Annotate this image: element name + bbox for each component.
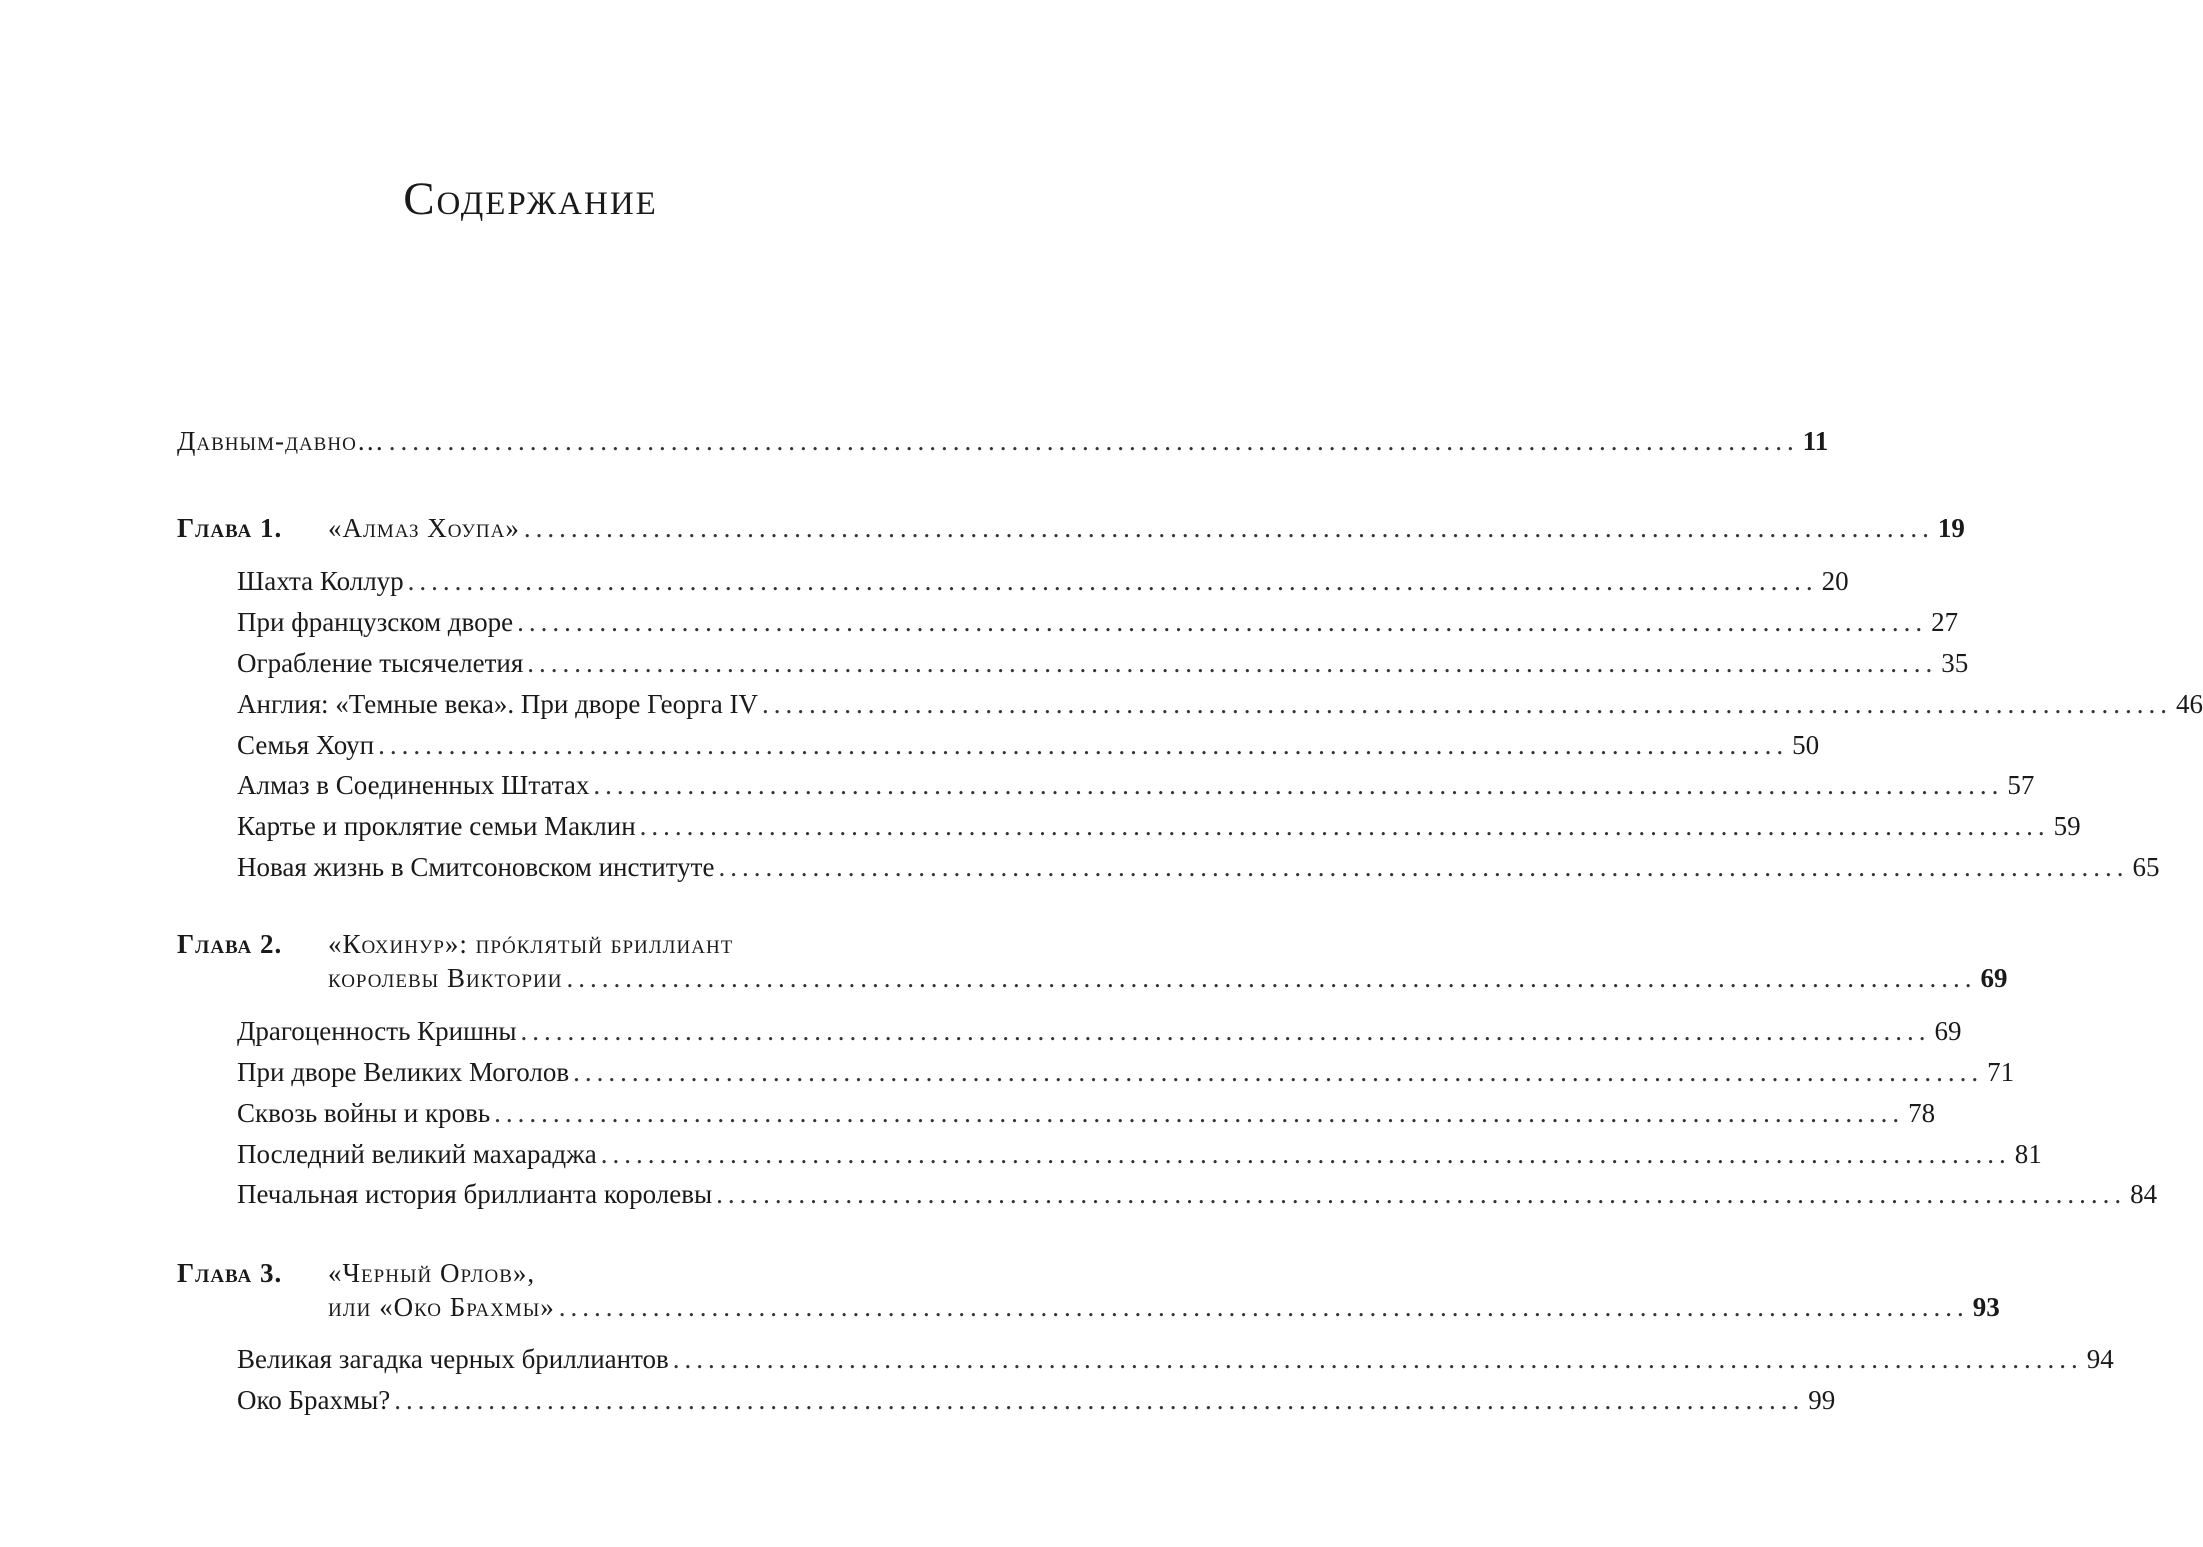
dot-leader: ........................................................................................................................ [718,852,2129,882]
toc-page-number: 99 [1808,1385,1836,1415]
toc-section-label: Шахта Коллур [237,566,404,596]
toc-page-number: 19 [1937,513,1965,543]
toc-section-label: Англия: «Темные века». При дворе Георга IV [237,689,758,719]
toc-page-number: 20 [1821,566,1849,596]
toc-section-2-3[interactable] [237,1097,1936,1129]
toc-section-1-2[interactable] [237,606,1959,638]
chapter-3-title-line-1[interactable]: «Черный Орлов», [328,1258,536,1288]
dot-leader: ........................................................................................................................ [600,1139,2011,1169]
toc-page-number: 81 [2014,1139,2042,1169]
toc-section-1-8[interactable] [237,851,2160,883]
toc-entry-prologue[interactable] [177,425,1829,457]
toc-page-number: 46 [2175,689,2203,719]
toc-page-number: 59 [2053,811,2081,841]
dot-leader: ........................................................................................................................ [672,1344,2083,1374]
toc-section-1-7[interactable] [237,810,2081,842]
dot-leader: ........................................................................................................................ [566,963,1977,993]
toc-section-label: Драгоценность Кришны [237,1016,517,1046]
toc-section-1-4[interactable] [237,688,2203,720]
dot-leader: ........................................................................................................................ [520,1016,1931,1046]
toc-section-1-3[interactable] [237,647,1969,679]
page-title: Содержание [403,173,658,225]
chapter-3-prefix: Глава 3. [177,1258,283,1288]
toc-page-number: 65 [2132,852,2160,882]
chapter-2-title-line-1[interactable]: «Кохинур»: прóклятый бриллиант [328,929,734,959]
dot-leader: ........................................................................................................................ [639,811,2050,841]
chapter-1-prefix: Глава 1. [177,513,283,543]
dot-leader: ........................................................................................................................ [407,566,1818,596]
dot-leader: ........................................................................................................................ [394,1385,1805,1415]
toc-page-number: 94 [2086,1344,2114,1374]
toc-page-number: 57 [2007,770,2035,800]
chapter-1-title: «Алмаз Хоупа» [328,513,520,543]
toc-section-label: Великая загадка черных бриллиантов [237,1344,669,1374]
toc-section-2-5[interactable] [237,1178,2158,1210]
toc-page-number: 78 [1908,1098,1936,1128]
toc-section-2-4[interactable] [237,1138,2042,1170]
toc-section-label: Алмаз в Соединенных Штатах [237,770,590,800]
dot-leader: ........................................................................................................................ [517,607,1928,637]
toc-section-1-1[interactable] [237,565,1849,597]
toc-section-1-5[interactable] [237,729,1820,761]
toc-section-2-2[interactable] [237,1056,2015,1088]
toc-section-2-1[interactable] [237,1015,1962,1047]
toc-section-label: Картье и проклятие семьи Маклин [237,811,636,841]
toc-section-label: Печальная история бриллианта королевы [237,1179,713,1209]
toc-section-label: Сквозь войны и кровь [237,1098,491,1128]
toc-section-label: Око Брахмы? [237,1385,391,1415]
toc-entry-chapter-1[interactable] [328,512,1965,544]
toc-section-label: Новая жизнь в Смитсоновском институте [237,852,715,882]
toc-entry-label: Давным-давно… [177,426,385,456]
chapter-2-title-line-2: королевы Виктории [328,963,563,993]
dot-leader: ........................................................................................................................ [761,689,2172,719]
toc-section-3-1[interactable] [237,1343,2114,1375]
dot-leader: ........................................................................................................................ [573,1057,1984,1087]
dot-leader: ........................................................................................................................ [527,648,1938,678]
toc-page-number: 27 [1931,607,1959,637]
toc-section-label: При французском дворе [237,607,514,637]
dot-leader: ........................................................................................................................ [494,1098,1905,1128]
chapter-2-prefix: Глава 2. [177,929,283,959]
toc-page-number: 11 [1802,426,1829,456]
toc-page-number: 93 [1972,1292,2000,1322]
toc-page-number: 69 [1980,963,2008,993]
toc-page-number: 50 [1792,730,1820,760]
toc-page-number: 71 [1987,1057,2015,1087]
toc-section-label: Ограбление тысячелетия [237,648,524,678]
toc-section-label: При дворе Великих Моголов [237,1057,570,1087]
toc-page-number: 84 [2130,1179,2158,1209]
toc-section-1-6[interactable] [237,769,2035,801]
toc-entry-chapter-2[interactable] [328,962,2008,994]
toc-page-number: 35 [1941,648,1969,678]
toc-entry-chapter-3[interactable] [328,1291,2000,1323]
dot-leader: ........................................................................................................................ [593,770,2004,800]
toc-section-label: Семья Хоуп [237,730,375,760]
dot-leader: ........................................................................................................................ [378,730,1789,760]
toc-section-label: Последний великий махараджа [237,1139,597,1169]
chapter-3-title-line-2: или «Око Брахмы» [328,1292,555,1322]
dot-leader: ........................................................................................................................ [558,1292,1969,1322]
dot-leader: ........................................................................................................................ [523,513,1934,543]
dot-leader: ........................................................................................................................ [388,426,1799,456]
dot-leader: ........................................................................................................................ [716,1179,2127,1209]
toc-page-number: 69 [1934,1016,1962,1046]
toc-section-3-2[interactable] [237,1384,1836,1416]
